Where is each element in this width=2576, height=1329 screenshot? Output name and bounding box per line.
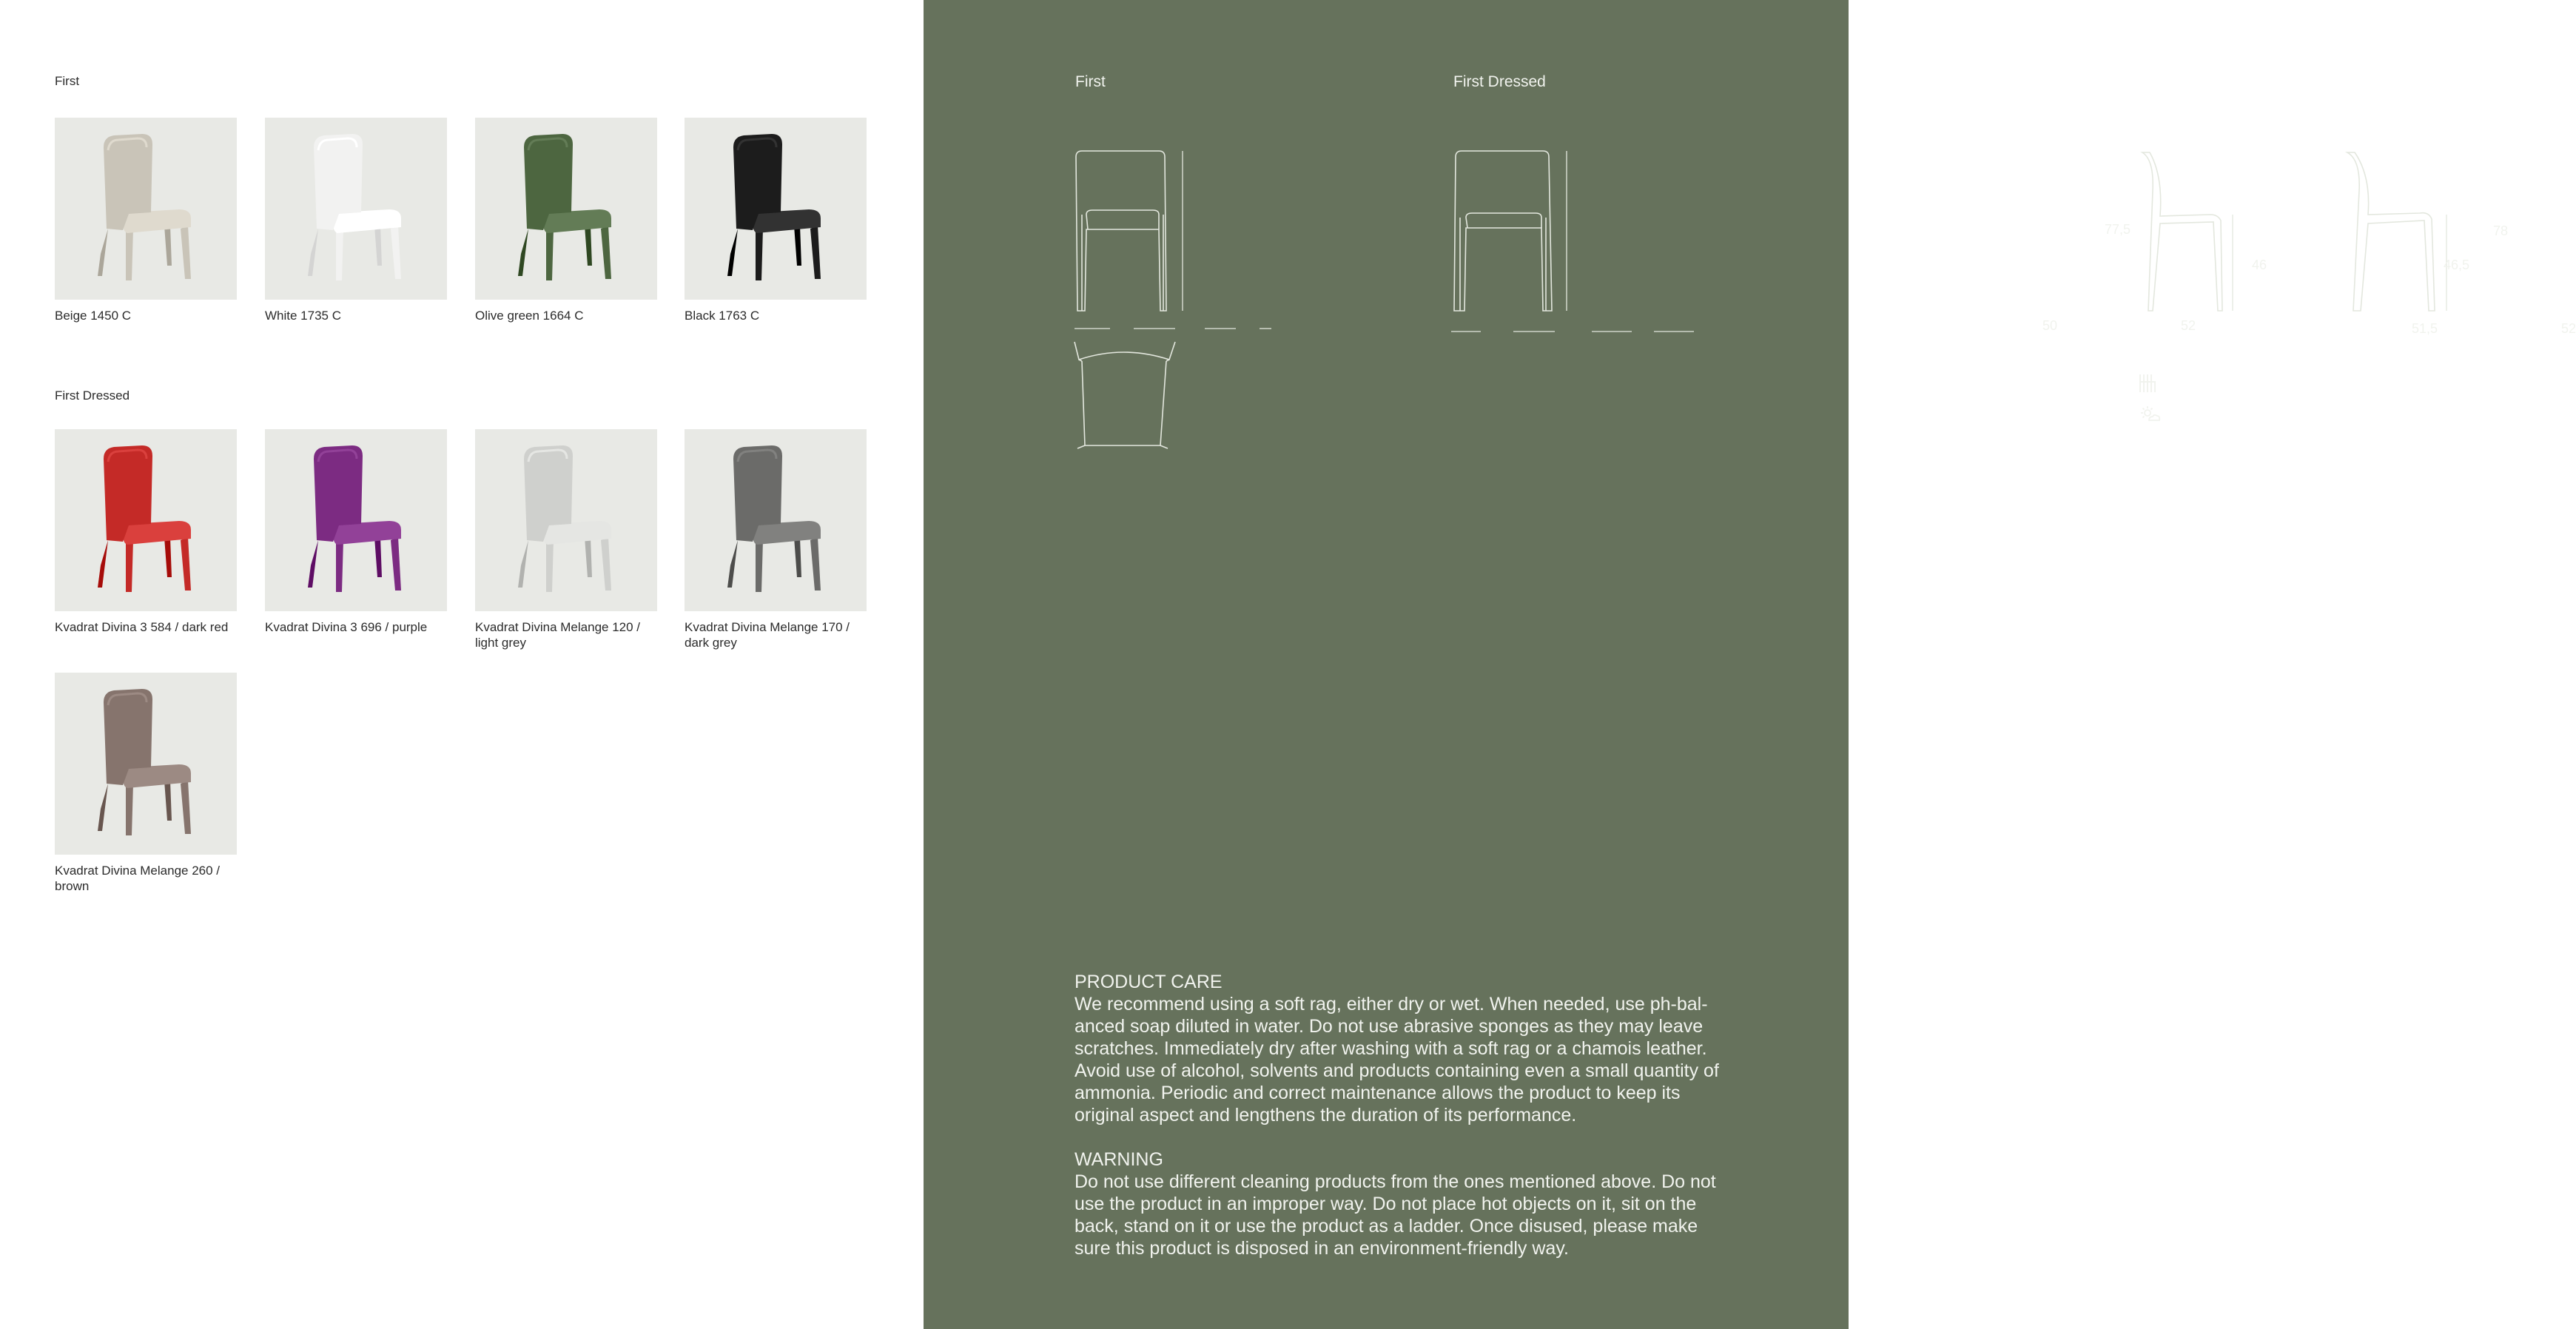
swatch-card[interactable] [475,429,651,650]
first-dressed-width-dimension: 51,5 [2412,321,2438,336]
swatch-label: Olive green 1664 C [475,309,584,323]
swatch-tile [475,429,657,611]
spacer [1075,1126,1726,1148]
product-care-block [1075,971,1726,1259]
warning-title: WARNING [1075,1149,1163,1170]
spec-title-first-dressed: First Dressed [1453,73,1546,90]
section-title-first: First [55,74,80,88]
outdoor-sun-cloud-icon [2140,406,2161,423]
chair-dark-grey-icon [685,429,867,611]
first-top-view-drawing [1072,339,1183,450]
first-height-dimension: 77,5 [2105,222,2131,237]
swatch-label: Black 1763 C [685,309,760,323]
swatch-label: Kvadrat Divina 3 584 / dark red [55,620,229,634]
swatch-tile [685,118,867,300]
swatch-label: White 1735 C [265,309,341,323]
chair-beige-icon [55,118,237,300]
swatch-label: Beige 1450 C [55,309,132,323]
first-dressed-width-depth-lines [1450,323,1709,340]
swatch-card[interactable] [685,429,867,650]
swatch-card[interactable] [265,429,447,635]
swatch-label: Kvadrat Divina Melange 120 / light grey [475,620,641,650]
swatch-tile [55,118,237,300]
product-care-title: PRODUCT CARE [1075,972,1223,992]
chair-olive-icon [475,118,657,300]
chair-light-grey-icon [475,429,657,611]
first-dressed-seat-height-dimension: 46,5 [2444,258,2470,272]
catalogue-panel [0,0,924,1329]
stack-count: 10 [2162,377,2175,389]
swatch-card[interactable] [265,118,447,323]
chair-black-icon [685,118,867,300]
first-dressed-front-view-drawing [1450,147,1568,317]
chair-white-icon [265,118,447,300]
first-seat-height-dimension: 46 [2252,258,2267,272]
first-width-dimension: 50 [2042,318,2058,333]
spec-title-first: First [1075,73,1106,90]
swatch-label: Kvadrat Divina Melange 260 / brown [55,864,221,893]
first-depth-dimension: 52 [2181,318,2196,333]
swatch-tile [475,118,657,300]
swatch-label: Kvadrat Divina Melange 170 / dark grey [685,620,850,650]
swatch-tile [685,429,867,611]
first-front-view-drawing [1072,147,1190,317]
swatch-tile [55,429,237,611]
swatch-card[interactable] [55,118,237,323]
first-side-view-drawing [2131,147,2242,317]
swatch-label: Kvadrat Divina 3 696 / purple [265,620,428,634]
swatch-card[interactable] [475,118,657,323]
first-dressed-depth-dimension: 52 [2561,321,2576,336]
swatch-tile [265,429,447,611]
warning-text: Do not use different cleaning products from the ones mentioned above. Do not use the product in an improper way. Do not place hot objects on it, sit on the back, stand on it or use the product as a ladder. Once disused, please make sure this product is disposed in an environment-friendly way. [1075,1171,1716,1259]
swatch-tile [265,118,447,300]
chair-brown-icon [55,673,237,855]
swatch-card[interactable] [685,118,867,323]
spec-panel [924,0,2576,1329]
first-width-depth-lines [1072,320,1271,337]
swatch-tile [55,673,237,855]
chair-dark-red-icon [55,429,237,611]
chair-purple-icon [265,429,447,611]
section-title-first-dressed: First Dressed [55,388,130,403]
swatch-card[interactable] [55,429,237,635]
product-care-text: We recommend using a soft rag, either dry or wet. When needed, use ph-bal-anced soap diluted in water. Do not use abrasive sponges as they may leave scratches. Immediately dry after washing with a soft rag or a chamois leather. Avoid use of alcohol, solvents and products containing even a small quantity of ammonia. Periodic and correct maintenance allows the product to keep its original aspect and lengthens the duration of its performance. [1075,994,1719,1126]
first-dressed-side-view-drawing [2337,147,2448,317]
swatch-card[interactable] [55,673,237,894]
first-dressed-height-dimension: 78 [2493,223,2509,238]
stackable-icon [2137,371,2159,394]
